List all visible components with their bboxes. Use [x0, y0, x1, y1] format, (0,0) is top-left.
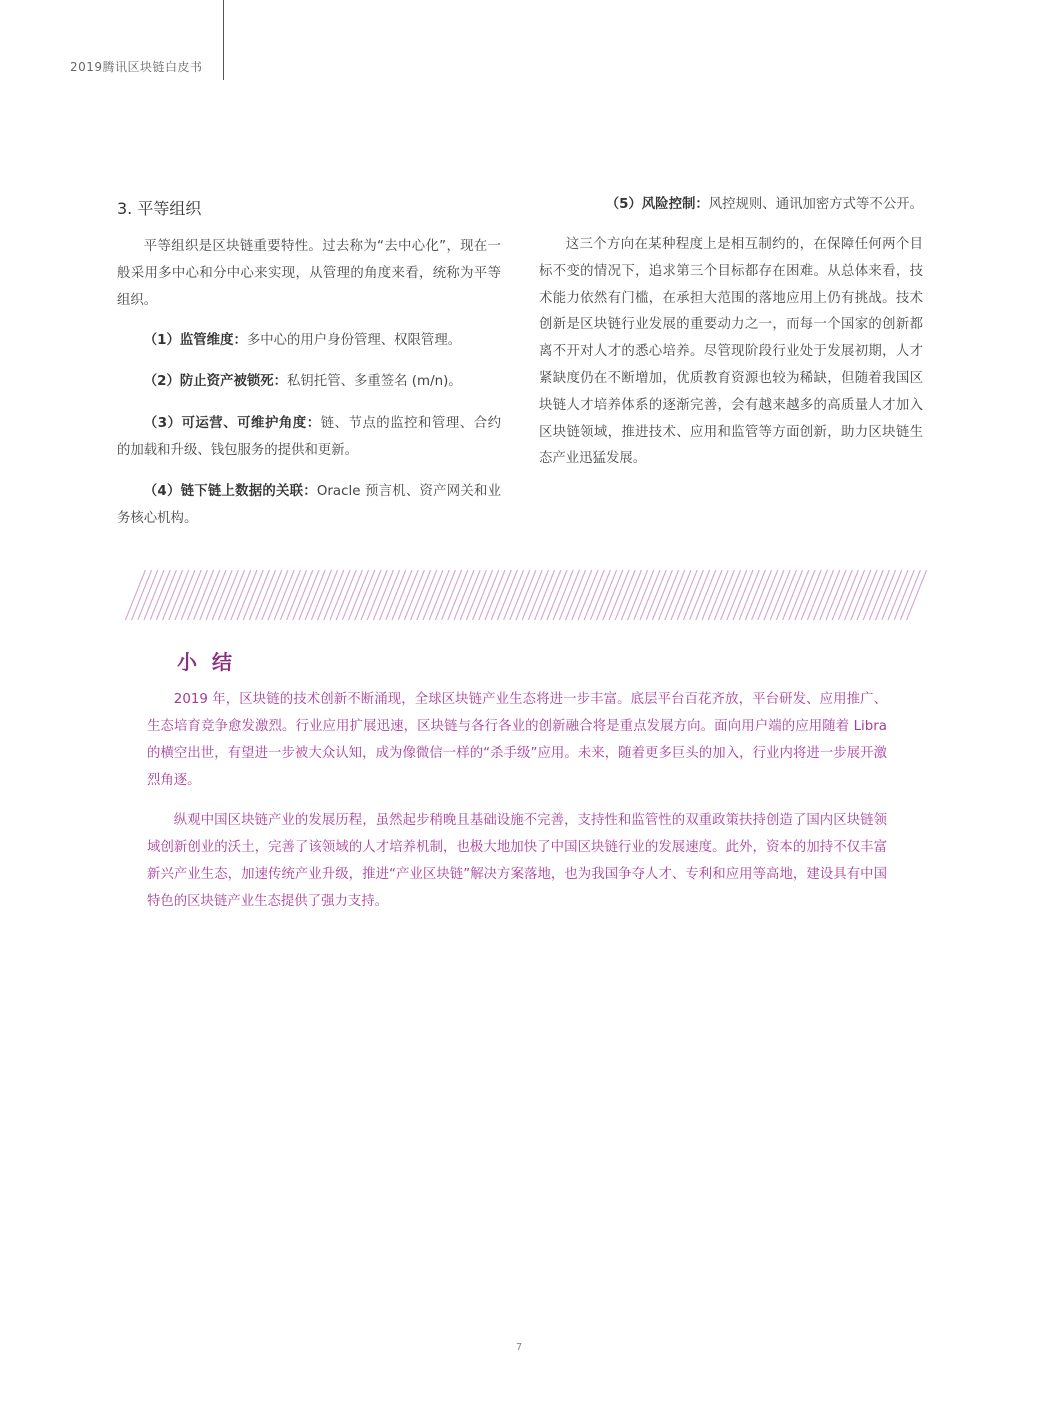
divider-stripe: [342, 570, 362, 620]
divider-stripe: [510, 570, 530, 620]
divider-stripe: [739, 570, 759, 620]
list-item-1-label: （1）监管维度：: [143, 333, 247, 348]
divider-stripe: [553, 570, 573, 620]
divider-stripe: [243, 570, 263, 620]
divider-stripe: [795, 570, 815, 620]
list-item-2-text: 私钥托管、多重签名 (m/n)。: [287, 374, 462, 389]
divider-stripe: [150, 570, 170, 620]
section-intro-paragraph: 平等组织是区块链重要特性。过去称为“去中心化”，现在一般采用多中心和分中心来实现，从管理的角度来看，统称为平等组织。: [117, 239, 501, 308]
divider-stripe: [882, 570, 902, 620]
divider-stripe: [448, 570, 468, 620]
divider-stripe: [745, 570, 765, 620]
divider-stripe: [442, 570, 462, 620]
list-item-1-text: 多中心的用户身份管理、权限管理。: [246, 333, 462, 348]
summary-title: 小 结: [177, 650, 236, 674]
divider-stripe: [640, 570, 660, 620]
divider-stripe: [584, 570, 604, 620]
divider-stripe: [727, 570, 747, 620]
list-item-5: [606, 193, 923, 217]
divider-stripe: [547, 570, 567, 620]
divider-stripe: [225, 570, 245, 620]
divider-stripe: [122, 570, 127, 620]
divider-stripe: [497, 570, 517, 620]
divider-stripe: [907, 570, 927, 620]
divider-stripe: [305, 570, 325, 620]
divider-stripe: [528, 570, 548, 620]
list-item-3: [117, 410, 501, 464]
divider-stripe: [218, 570, 238, 620]
divider-stripe: [274, 570, 294, 620]
divider-stripe: [330, 570, 350, 620]
divider-stripe: [404, 570, 424, 620]
divider-stripe: [628, 570, 648, 620]
divider-stripe: [454, 570, 474, 620]
list-item-1: [117, 327, 501, 354]
divider-stripe: [603, 570, 623, 620]
divider-stripe: [708, 570, 728, 620]
divider-stripe: [473, 570, 493, 620]
divider-stripe: [652, 570, 672, 620]
divider-stripe: [615, 570, 635, 620]
divider-stripe: [770, 570, 790, 620]
divider-stripe: [144, 570, 164, 620]
divider-stripe: [324, 570, 344, 620]
divider-stripe: [156, 570, 176, 620]
divider-stripe: [336, 570, 356, 620]
summary-paragraph-2: 纵观中国区块链产业的发展历程，虽然起步稍晚且基础设施不完善，支持性和监管性的双重政策扶持创造了国内区块链领域创新创业的沃土，完善了该领域的人才培养机制，也极大地加快了中国区块链行业的发展速度。此外，资本的加持不仅丰富新兴产业生态，加速传统产业升级，推进“产业区块链”解决方案落地，也为我国争夺人才、专利和应用等高地，建设具有中国特色的区块链产业生态提供了强力支持。: [147, 813, 887, 909]
divider-stripe: [857, 570, 877, 620]
divider-stripe: [169, 570, 189, 620]
divider-stripe: [237, 570, 257, 620]
divider-stripe: [212, 570, 232, 620]
divider-stripe: [696, 570, 716, 620]
divider-stripe: [838, 570, 858, 620]
divider-stripe: [869, 570, 889, 620]
divider-stripe: [355, 570, 375, 620]
divider-stripe: [311, 570, 331, 620]
divider-stripe: [876, 570, 896, 620]
divider-stripe: [758, 570, 778, 620]
divider-stripe: [206, 570, 226, 620]
divider-stripe: [231, 570, 251, 620]
list-item-5-text: 风控规则、通讯加密方式等不公开。: [708, 197, 923, 212]
divider-stripe: [621, 570, 641, 620]
list-item-4-label: （4）链下链上数据的关联：: [143, 484, 317, 499]
list-item-2-label: （2）防止资产被锁死：: [143, 374, 288, 389]
divider-stripe: [522, 570, 542, 620]
divider-stripe: [194, 570, 214, 620]
divider-stripe: [411, 570, 431, 620]
header-divider-line: [223, 0, 224, 80]
divider-stripe: [677, 570, 697, 620]
divider-stripe: [479, 570, 499, 620]
divider-stripe: [280, 570, 300, 620]
divider-stripe: [262, 570, 282, 620]
list-item-4: [117, 478, 501, 532]
divider-stripe: [590, 570, 610, 620]
list-item-3-label: （3）可运营、可维护角度：: [143, 416, 321, 431]
divider-stripe: [566, 570, 586, 620]
divider-stripe: [671, 570, 691, 620]
divider-stripe: [597, 570, 617, 620]
divider-stripe: [733, 570, 753, 620]
divider-stripe: [249, 570, 269, 620]
list-item-5-label: （5）风险控制：: [605, 197, 709, 212]
divider-stripe: [572, 570, 592, 620]
divider-stripe: [541, 570, 561, 620]
divider-stripe: [122, 570, 133, 620]
divider-stripe: [516, 570, 536, 620]
divider-stripe: [485, 570, 505, 620]
divider-stripe: [386, 570, 406, 620]
divider-stripe: [609, 570, 629, 620]
striped-divider: [122, 570, 930, 620]
divider-stripe: [163, 570, 183, 620]
divider-stripe: [373, 570, 393, 620]
divider-stripe: [826, 570, 846, 620]
divider-stripe: [429, 570, 449, 620]
divider-stripe: [863, 570, 883, 620]
divider-stripe: [559, 570, 579, 620]
list-item-3-text: 链、节点的监控和管理、合约的加载和升级、钱包服务的提供和更新。: [117, 416, 501, 458]
divider-stripe: [504, 570, 524, 620]
divider-stripe: [175, 570, 195, 620]
divider-stripe: [181, 570, 201, 620]
summary-paragraph-1: 2019 年，区块链的技术创新不断涌现，全球区块链产业生态将进一步丰富。底层平台百花齐放，平台研发、应用推广、生态培育竞争愈发激烈。行业应用扩展迅速，区块链与各行各业的创新融合将是重点发展方向。面向用户端的应用随着 Libra 的横空出世，有望进一步被大众认知，成为像微信一样的“杀手级”应用。未来，随着更多巨头的加入，行业内将进一步展开激烈角逐。: [147, 692, 887, 788]
divider-stripe: [138, 570, 158, 620]
divider-stripe: [690, 570, 710, 620]
divider-stripe: [361, 570, 381, 620]
divider-stripe: [888, 570, 908, 620]
divider-stripe: [187, 570, 207, 620]
divider-stripe: [299, 570, 319, 620]
divider-stripe: [776, 570, 796, 620]
page-number: 7: [515, 1342, 523, 1353]
divider-stripe: [398, 570, 418, 620]
divider-stripe: [287, 570, 307, 620]
divider-stripe: [535, 570, 555, 620]
divider-stripe: [578, 570, 598, 620]
divider-stripe: [925, 570, 930, 620]
divider-stripe: [801, 570, 821, 620]
divider-stripe: [702, 570, 722, 620]
divider-stripe: [894, 570, 914, 620]
divider-stripe: [125, 570, 145, 620]
divider-stripe: [491, 570, 511, 620]
divider-stripe: [380, 570, 400, 620]
divider-stripe: [851, 570, 871, 620]
divider-stripe: [293, 570, 313, 620]
list-item-4-text: Oracle 预言机、资产网关和业务核心机构。: [117, 484, 501, 526]
divider-stripe: [646, 570, 666, 620]
divider-stripe: [683, 570, 703, 620]
section-conclusion-paragraph: 这三个方向在某种程度上是相互制约的，在保障任何两个目标不变的情况下，追求第三个目标都存在困难。从总体来看，技术能力依然有门槛，在承担大范围的落地应用上仍有挑战。技术创新是区块链行业发展的重要动力之一，而每一个国家的创新都离不开对人才的悉心培养。尽管现阶段行业处于发展初期，人才紧缺度仍在不断增加，优质教育资源也较为稀缺，但随着我国区块链人才培养体系的逐渐完善，会有越来越多的高质量人才加入区块链领域，推进技术、应用和监管等方面创新，助力区块链生态产业迅猛发展。: [539, 237, 923, 467]
divider-stripe: [721, 570, 741, 620]
divider-stripe: [435, 570, 455, 620]
divider-stripe: [814, 570, 834, 620]
divider-stripe: [460, 570, 480, 620]
divider-stripe: [919, 570, 930, 620]
divider-stripe: [122, 570, 139, 620]
divider-stripe: [714, 570, 734, 620]
divider-stripe: [392, 570, 412, 620]
divider-stripe: [200, 570, 220, 620]
divider-stripe: [268, 570, 288, 620]
divider-stripe: [417, 570, 437, 620]
divider-stripe: [423, 570, 443, 620]
divider-stripe: [900, 570, 920, 620]
divider-stripe: [807, 570, 827, 620]
divider-stripe: [764, 570, 784, 620]
divider-stripe: [820, 570, 840, 620]
divider-stripe: [659, 570, 679, 620]
section-heading: 3. 平等组织: [117, 199, 202, 218]
divider-stripe: [783, 570, 803, 620]
divider-stripe: [752, 570, 772, 620]
divider-stripe: [845, 570, 865, 620]
divider-stripe: [318, 570, 338, 620]
running-header: 2019腾讯区块链白皮书: [70, 60, 203, 74]
divider-stripe: [132, 570, 152, 620]
divider-stripe: [466, 570, 486, 620]
divider-stripe: [634, 570, 654, 620]
divider-stripe: [349, 570, 369, 620]
divider-stripe: [789, 570, 809, 620]
divider-stripe: [665, 570, 685, 620]
divider-stripe: [256, 570, 276, 620]
list-item-2: [117, 368, 501, 395]
divider-stripe: [913, 570, 930, 620]
divider-stripe: [367, 570, 387, 620]
divider-stripe: [832, 570, 852, 620]
